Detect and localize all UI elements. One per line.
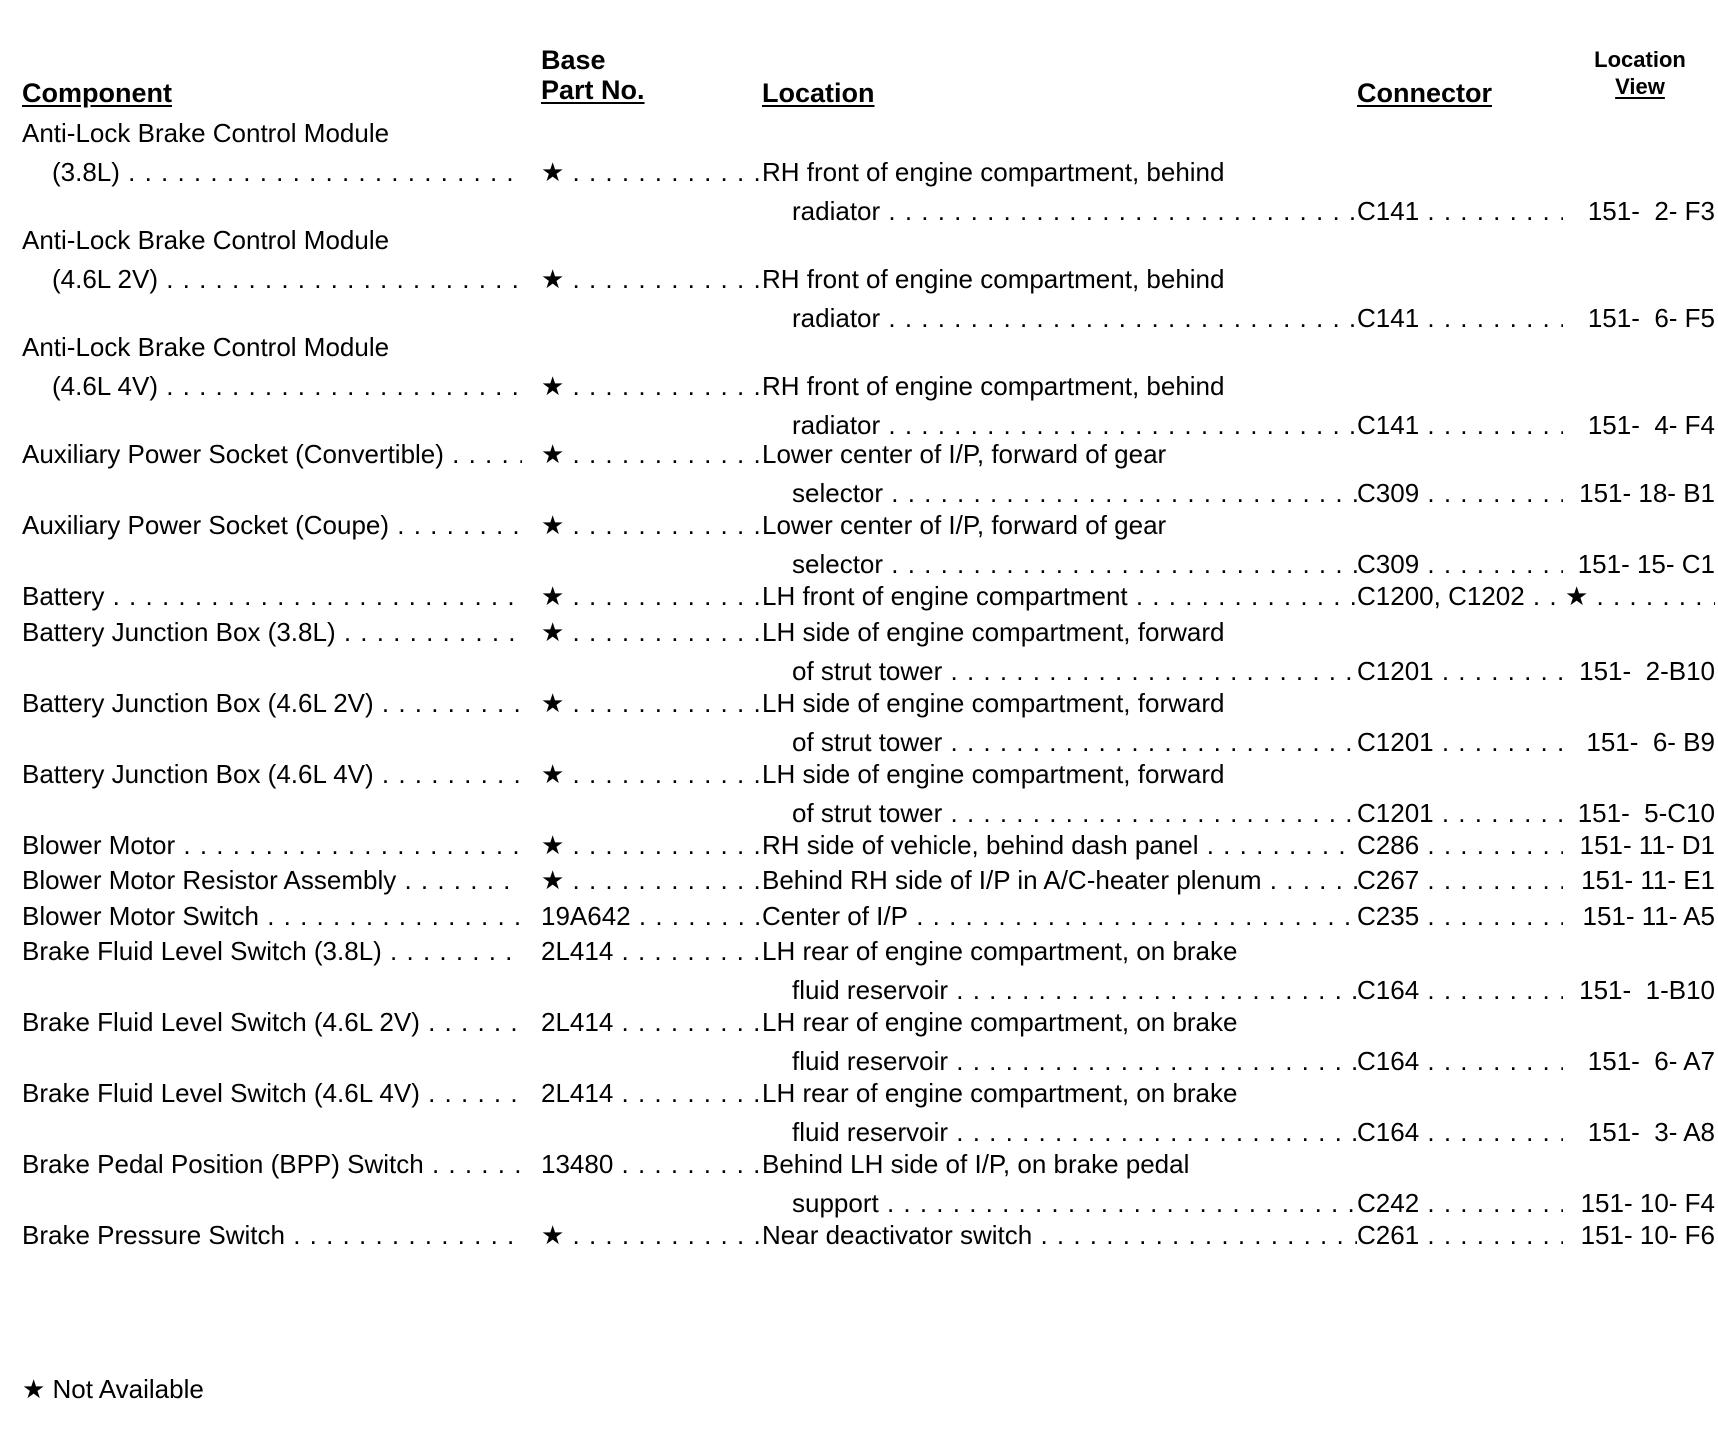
base-part-no: ★ . . . — [541, 826, 763, 865]
location-text-continued: radiator . . . — [792, 192, 1357, 231]
base-part-no: ★ . . . — [541, 577, 763, 616]
component-variant: (3.8L) . . . — [52, 153, 522, 192]
location-view: 151- 6- B9 — [1586, 726, 1715, 757]
connector-id: C309 . . . — [1357, 474, 1563, 513]
component-name: Brake Pedal Position (BPP) Switch . . . — [22, 1145, 522, 1184]
table-row — [0, 506, 1718, 584]
location-view: ★ . . . — [1565, 577, 1715, 616]
table-row — [0, 755, 1718, 833]
connector-id: C164 . . . — [1357, 971, 1563, 1010]
component-name: Battery Junction Box (4.6L 4V) . . . — [22, 755, 522, 794]
table-row — [0, 684, 1718, 762]
component-variant: (4.6L 2V) . . . — [52, 260, 522, 299]
location-view: 151- 2- F3 — [1587, 196, 1715, 226]
table-row — [0, 1003, 1718, 1081]
component-name: Brake Fluid Level Switch (4.6L 4V) . . . — [22, 1074, 522, 1113]
connector-id: C1201 . . . — [1357, 794, 1563, 833]
location-view: 151- 10- F4 — [1580, 1188, 1715, 1218]
component-name: Brake Fluid Level Switch (4.6L 2V) . . . — [22, 1003, 522, 1042]
base-part-no: 19A642 . . . — [541, 897, 763, 936]
base-part-no: ★ . . . — [541, 1216, 763, 1255]
component-name: Brake Fluid Level Switch (3.8L) . . . — [22, 932, 522, 971]
location-text: LH rear of engine compartment, on brake — [762, 1007, 1238, 1037]
component-name: Battery Junction Box (4.6L 2V) . . . — [22, 684, 522, 723]
location-text: Lower center of I/P, forward of gear — [762, 510, 1167, 540]
location-text: Near deactivator switch . . . — [762, 1216, 1357, 1255]
location-text-continued: of strut tower . . . — [792, 794, 1357, 833]
connector-id: C1201 . . . — [1357, 652, 1563, 691]
table-row — [0, 932, 1718, 1010]
location-text-continued: support . . . — [792, 1184, 1357, 1223]
table-row — [0, 1216, 1718, 1255]
location-view: 151- 3- A8 — [1587, 1117, 1715, 1147]
base-part-no: ★ . . . — [541, 861, 763, 900]
location-view: 151- 18- B1 — [1579, 478, 1715, 508]
component-name: Blower Motor Resistor Assembly . . . — [22, 861, 522, 900]
connector-id: C309 . . . — [1357, 545, 1563, 584]
table-row — [0, 897, 1718, 936]
component-name: Anti-Lock Brake Control Module — [22, 332, 390, 362]
location-text: Lower center of I/P, forward of gear — [762, 439, 1167, 469]
header-location: Location — [762, 78, 875, 108]
location-view: 151- 6- A7 — [1587, 1046, 1715, 1076]
component-name: Auxiliary Power Socket (Coupe) . . . — [22, 506, 522, 545]
connector-id: C141 . . . — [1357, 192, 1563, 231]
location-view: 151- 11- E1 — [1581, 865, 1715, 895]
header-component: Component — [22, 78, 172, 108]
component-name: Battery Junction Box (3.8L) . . . — [22, 613, 522, 652]
connector-id: C1201 . . . — [1357, 723, 1563, 762]
connector-id: C267 . . . — [1357, 861, 1563, 900]
location-view: 151- 6- F5 — [1587, 303, 1715, 333]
connector-id: C261 . . . — [1357, 1216, 1563, 1255]
location-text: LH side of engine compartment, forward — [762, 687, 1225, 718]
component-variant: (4.6L 4V) . . . — [52, 367, 522, 406]
location-text-continued: selector . . . — [792, 474, 1357, 513]
connector-id: C286 . . . — [1357, 826, 1563, 865]
location-view: 151- 1-B10 — [1579, 975, 1715, 1005]
connector-id: C164 . . . — [1357, 1113, 1563, 1152]
connector-id: C1200, C1202 . . . — [1357, 577, 1563, 616]
location-text: LH rear of engine compartment, on brake — [762, 1078, 1238, 1108]
location-text: LH side of engine compartment, forward — [762, 616, 1225, 647]
location-text-continued: selector . . . — [792, 545, 1357, 584]
table-row — [0, 328, 1718, 445]
base-part-no: ★ . . . — [541, 755, 763, 794]
location-text: LH side of engine compartment, forward — [762, 758, 1225, 789]
location-view: 151- 5-C10 — [1577, 797, 1715, 828]
component-name: Anti-Lock Brake Control Module — [22, 118, 390, 148]
location-view: 151- 10- F6 — [1580, 1220, 1715, 1250]
component-name: Auxiliary Power Socket (Convertible) . . . — [22, 435, 522, 474]
location-view: 151- 11- A5 — [1582, 900, 1715, 931]
table-row — [0, 577, 1718, 616]
location-text: RH front of engine compartment, behind — [762, 371, 1225, 401]
component-name: Anti-Lock Brake Control Module — [22, 225, 390, 255]
component-name: Blower Motor . . . — [22, 826, 522, 865]
base-part-no: ★ . . . — [541, 506, 763, 545]
table-row — [0, 435, 1718, 513]
location-view: 151- 2-B10 — [1579, 655, 1715, 686]
base-part-no: 2L414 . . . — [541, 932, 763, 971]
location-text-continued: radiator . . . — [792, 406, 1357, 445]
location-text: Behind RH side of I/P in A/C-heater plenum . . . — [762, 861, 1357, 900]
component-name: Brake Pressure Switch . . . — [22, 1216, 522, 1255]
location-text: LH front of engine compartment . . . — [762, 577, 1357, 616]
table-row — [0, 1145, 1718, 1223]
table-row — [0, 613, 1718, 691]
base-part-no: 2L414 . . . — [541, 1074, 763, 1113]
header-connector: Connector — [1357, 78, 1492, 108]
location-text: Center of I/P . . . — [762, 897, 1357, 936]
location-text: LH rear of engine compartment, on brake — [762, 936, 1238, 966]
header-location-view: Location View — [1594, 47, 1686, 99]
location-text: Behind LH side of I/P, on brake pedal — [762, 1149, 1190, 1179]
location-text-continued: radiator . . . — [792, 299, 1357, 338]
location-view: 151- 15- C1 — [1577, 549, 1715, 579]
connector-id: C164 . . . — [1357, 1042, 1563, 1081]
location-text-continued: of strut tower . . . — [792, 652, 1357, 691]
table-row — [0, 826, 1718, 865]
component-name: Battery . . . — [22, 577, 522, 616]
footnote-not-available: ★ Not Available — [22, 1374, 204, 1404]
base-part-no: ★ . . . — [541, 153, 763, 192]
table-row — [0, 114, 1718, 231]
base-part-no: ★ . . . — [541, 613, 763, 652]
location-view: 151- 4- F4 — [1587, 410, 1715, 440]
table-row — [0, 221, 1718, 338]
base-part-no: 2L414 . . . — [541, 1003, 763, 1042]
location-text: RH side of vehicle, behind dash panel . . . — [762, 826, 1357, 865]
location-text: RH front of engine compartment, behind — [762, 264, 1225, 294]
connector-id: C242 . . . — [1357, 1184, 1563, 1223]
base-part-no: ★ . . . — [541, 260, 763, 299]
header-base-part-no: Base Part No. — [541, 45, 645, 105]
location-text-continued: fluid reservoir . . . — [792, 971, 1357, 1010]
location-text-continued: of strut tower . . . — [792, 723, 1357, 762]
location-text-continued: fluid reservoir . . . — [792, 1113, 1357, 1152]
table-row — [0, 861, 1718, 900]
connector-id: C235 . . . — [1357, 897, 1563, 936]
connector-id: C141 . . . — [1357, 299, 1563, 338]
base-part-no: ★ . . . — [541, 684, 763, 723]
component-name: Blower Motor Switch . . . — [22, 897, 522, 936]
base-part-no: 13480 . . . — [541, 1145, 763, 1184]
base-part-no: ★ . . . — [541, 435, 763, 474]
connector-id: C141 . . . — [1357, 406, 1563, 445]
base-part-no: ★ . . . — [541, 367, 763, 406]
location-text: RH front of engine compartment, behind — [762, 157, 1225, 187]
location-view: 151- 11- D1 — [1579, 829, 1715, 860]
table-row — [0, 1074, 1718, 1152]
location-text-continued: fluid reservoir . . . — [792, 1042, 1357, 1081]
